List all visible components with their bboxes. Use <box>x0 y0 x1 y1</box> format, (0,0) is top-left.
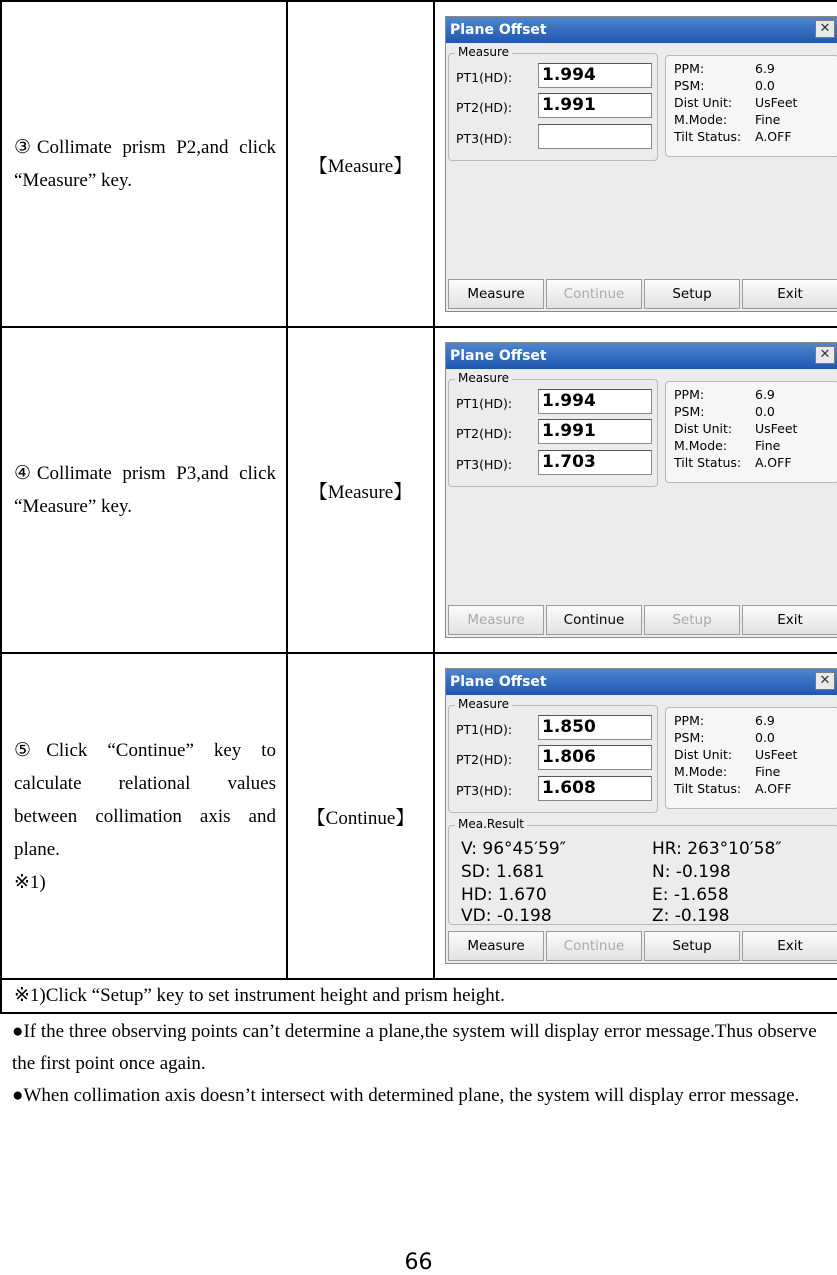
result-hr: HR: 263°10′58″ <box>652 839 782 859</box>
window-title: Plane Offset <box>446 343 837 369</box>
close-icon[interactable]: ✕ <box>815 672 835 690</box>
step-key: 【Continue】 <box>287 653 434 979</box>
exit-button[interactable]: Exit <box>742 279 837 309</box>
plane-offset-window <box>445 342 837 638</box>
step-description: ④Collimate prism P3,and click “Measure” key. <box>1 327 287 653</box>
close-icon[interactable]: ✕ <box>815 20 835 38</box>
pt2-label: PT2(HD): <box>456 752 513 767</box>
setup-button[interactable]: Setup <box>644 931 740 961</box>
screenshot-cell <box>434 1 837 327</box>
exit-button[interactable]: Exit <box>742 605 837 635</box>
result-legend: Mea.Result <box>455 817 527 831</box>
bullet-item: ●When collimation axis doesn’t intersect with determined plane, the system will display error message. <box>12 1085 800 1106</box>
footnote-ref: ※1) <box>14 871 46 893</box>
close-icon[interactable]: ✕ <box>815 346 835 364</box>
result-e: E: -1.658 <box>652 885 729 905</box>
pt1-label: PT1(HD): <box>456 396 513 411</box>
bullet-item: ●If the three observing points can’t determine a plane,the system will display error message.Thus observe the first point once again. <box>12 1021 817 1074</box>
result-group <box>448 817 837 926</box>
pt2-label: PT2(HD): <box>456 100 513 115</box>
tilt-value: A.OFF <box>755 781 792 796</box>
ppm-label: PPM: <box>674 713 705 728</box>
button-bar <box>448 605 836 635</box>
pt3-label: PT3(HD): <box>456 783 513 798</box>
button-bar <box>448 279 836 309</box>
dist-unit-label: Dist Unit: <box>674 95 733 110</box>
mmode-value: Fine <box>755 764 781 779</box>
result-vd: VD: -0.198 <box>461 906 552 926</box>
step-description <box>1 653 287 979</box>
step-row-3 <box>1 1 837 327</box>
screenshot-cell <box>434 327 837 653</box>
step-key: 【Measure】 <box>287 327 434 653</box>
plane-offset-window <box>445 16 837 312</box>
pt1-label: PT1(HD): <box>456 722 513 737</box>
pt2-value-field[interactable]: 1.991 <box>538 93 652 118</box>
tilt-value: A.OFF <box>755 455 792 470</box>
psm-value: 0.0 <box>755 404 775 419</box>
mmode-label: M.Mode: <box>674 764 728 779</box>
footnote-text: ※1)Click “Setup” key to set instrument height and prism height. <box>1 979 837 1013</box>
step-key: 【Measure】 <box>287 1 434 327</box>
continue-button[interactable]: Continue <box>546 931 642 961</box>
measure-legend: Measure <box>455 45 512 59</box>
measure-group <box>448 45 658 161</box>
tilt-label: Tilt Status: <box>674 781 742 796</box>
measure-group <box>448 371 658 487</box>
measure-button[interactable]: Measure <box>448 931 544 961</box>
continue-button[interactable]: Continue <box>546 279 642 309</box>
pt1-value-field[interactable]: 1.994 <box>538 63 652 88</box>
step-row-5 <box>1 653 837 979</box>
tilt-value: A.OFF <box>755 129 792 144</box>
psm-label: PSM: <box>674 404 705 419</box>
pt3-label: PT3(HD): <box>456 457 513 472</box>
dist-unit-label: Dist Unit: <box>674 421 733 436</box>
measure-button[interactable]: Measure <box>448 279 544 309</box>
psm-label: PSM: <box>674 730 705 745</box>
screenshot-cell <box>434 653 837 979</box>
step-row-4 <box>1 327 837 653</box>
bullet-notes <box>12 1016 827 1112</box>
dist-unit-label: Dist Unit: <box>674 747 733 762</box>
pt3-value-field[interactable]: 1.703 <box>538 450 652 475</box>
measure-group <box>448 697 658 813</box>
result-z: Z: -0.198 <box>652 906 730 926</box>
pt3-value-field[interactable] <box>538 124 652 149</box>
pt1-label: PT1(HD): <box>456 70 513 85</box>
window-title: Plane Offset <box>446 669 837 695</box>
status-panel <box>665 381 837 483</box>
mmode-value: Fine <box>755 438 781 453</box>
status-panel <box>665 707 837 809</box>
measure-legend: Measure <box>455 371 512 385</box>
psm-value: 0.0 <box>755 730 775 745</box>
dist-unit-value: UsFeet <box>755 95 798 110</box>
exit-button[interactable]: Exit <box>742 931 837 961</box>
pt2-label: PT2(HD): <box>456 426 513 441</box>
setup-button[interactable]: Setup <box>644 279 740 309</box>
pt3-label: PT3(HD): <box>456 131 513 146</box>
mmode-label: M.Mode: <box>674 438 728 453</box>
pt1-value-field[interactable]: 1.994 <box>538 389 652 414</box>
pt3-value-field[interactable]: 1.608 <box>538 776 652 801</box>
status-panel <box>665 55 837 157</box>
result-n: N: -0.198 <box>652 862 731 882</box>
ppm-value: 6.9 <box>755 61 775 76</box>
pt1-value-field[interactable]: 1.850 <box>538 715 652 740</box>
continue-button[interactable]: Continue <box>546 605 642 635</box>
result-hd: HD: 1.670 <box>461 885 547 905</box>
setup-button[interactable]: Setup <box>644 605 740 635</box>
page-number: 66 <box>404 1250 433 1275</box>
measure-button[interactable]: Measure <box>448 605 544 635</box>
ppm-value: 6.9 <box>755 713 775 728</box>
ppm-label: PPM: <box>674 387 705 402</box>
note-row <box>1 979 837 1013</box>
psm-label: PSM: <box>674 78 705 93</box>
ppm-value: 6.9 <box>755 387 775 402</box>
result-sd: SD: 1.681 <box>461 862 545 882</box>
window-title: Plane Offset <box>446 17 837 43</box>
button-bar <box>448 931 836 961</box>
tilt-label: Tilt Status: <box>674 129 742 144</box>
result-v: V: 96°45′59″ <box>461 839 566 859</box>
psm-value: 0.0 <box>755 78 775 93</box>
plane-offset-window <box>445 668 837 964</box>
mmode-value: Fine <box>755 112 781 127</box>
dist-unit-value: UsFeet <box>755 747 798 762</box>
step-description: ③Collimate prism P2,and click “Measure” key. <box>1 1 287 327</box>
pt2-value-field[interactable]: 1.806 <box>538 745 652 770</box>
mmode-label: M.Mode: <box>674 112 728 127</box>
pt2-value-field[interactable]: 1.991 <box>538 419 652 444</box>
tilt-label: Tilt Status: <box>674 455 742 470</box>
ppm-label: PPM: <box>674 61 705 76</box>
measure-legend: Measure <box>455 697 512 711</box>
step-text: ⑤Click “Continue” key to calculate relational values between collimation axis and plane. <box>14 739 276 860</box>
dist-unit-value: UsFeet <box>755 421 798 436</box>
